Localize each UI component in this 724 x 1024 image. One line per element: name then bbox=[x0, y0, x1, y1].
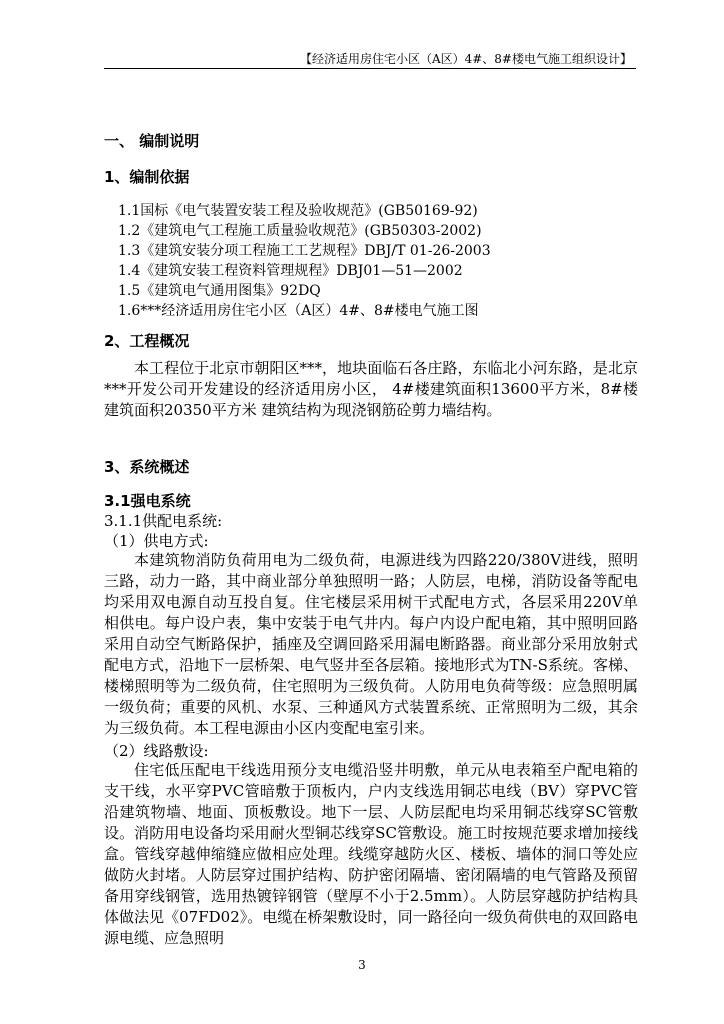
item-label-power-supply: （1）供电方式: bbox=[104, 532, 209, 550]
item-label-wiring: （2）线路敷设: bbox=[104, 742, 209, 760]
subsection-heading-system: 3、系统概述 bbox=[104, 458, 190, 476]
subsection-heading-strong-power: 3.1强电系统 bbox=[104, 492, 191, 510]
section-heading-1: 一、 编制说明 bbox=[104, 132, 200, 150]
subsection-label-distribution: 3.1.1供配电系统: bbox=[104, 512, 223, 530]
reference-item: 1.6***经济适用房住宅小区（A区）4#、8#楼电气施工图 bbox=[118, 303, 479, 319]
page-header bbox=[104, 46, 636, 69]
subsection-heading-overview: 2、工程概况 bbox=[104, 332, 190, 350]
power-supply-paragraph: 本建筑物消防负荷用电为二级负荷，电源进线为四路220/380V进线，照明三路，动力一路，其中商业部分单独照明一路；人防层，电梯，消防设备等配电均采用双电源自动互投自复。住宅楼层采用树干式配电方式，各层采用220V单相供电。每户设户表，集中安装于电气井内。每户内设户配电箱，其中照明回路采用自动空气断路保护，插座及空调回路采用漏电断路器。商业部分采用放射式配电方式，沿地下一层桥架、电气竖井至各层箱。接地形式为TN-S系统。客梯、楼梯照明等为二级负荷，住宅照明为三级负荷。人防用电负荷等级：应急照明属一级负荷；重要的风机、水泵、三种通风方式装置系统、正常照明为二级，其余为三级负荷。本工程电源由小区内变配电室引来。 bbox=[104, 551, 638, 737]
subsection-heading-basis: 1、编制依据 bbox=[104, 168, 190, 186]
page-number: 3 bbox=[358, 958, 366, 972]
document-title: 【经济适用房住宅小区（A区）4#、8#楼电气施工组织设计】 bbox=[299, 52, 632, 66]
reference-item: 1.3《建筑安装分项工程施工工艺规程》DBJ/T 01-26-2003 bbox=[118, 243, 491, 259]
reference-item: 1.4《建筑安装工程资料管理规程》DBJ01—51—2002 bbox=[118, 263, 463, 279]
overview-paragraph: 本工程位于北京市朝阳区***，地块面临石各庄路，东临北小河东路，是北京***开发公司开发建设的经济适用房小区， 4#楼建筑面积13600平方米，8#楼建筑面积20350平方米 建筑结构为现浇钢筋砼剪力墙结构。 bbox=[104, 359, 638, 419]
reference-item: 1.1国标《电气装置安装工程及验收规范》(GB50169-92) bbox=[118, 203, 478, 219]
wiring-paragraph: 住宅低压配电干线选用预分支电缆沿竖井明敷，单元从电表箱至户配电箱的支干线，水平穿PVC管暗敷于顶板内，户内支线选用铜芯电线（BV）穿PVC管沿建筑物墙、地面、顶板敷设。地下一层、人防层配电均采用铜芯线穿SC管敷设。消防用电设备均采用耐火型铜芯线穿SC管敷设。施工时按规范要求增加接线盒。管线穿越伸缩缝应做相应处理。线缆穿越防火区、楼板、墙体的洞口等处应做防火封堵。人防层穿过围护结构、防护密闭隔墙、密闭隔墙的电气管路及预留备用穿线钢管，选用热镀锌钢管（壁厚不小于2.5mm）。人防层穿越防护结构具体做法见《07FD02》。电缆在桥架敷设时，同一路径向一级负荷供电的双回路电源电缆、应急照明 bbox=[104, 761, 638, 947]
reference-item: 1.5《建筑电气通用图集》92DQ bbox=[118, 283, 321, 299]
reference-item: 1.2《建筑电气工程施工质量验收规范》(GB50303-2002) bbox=[118, 223, 482, 239]
